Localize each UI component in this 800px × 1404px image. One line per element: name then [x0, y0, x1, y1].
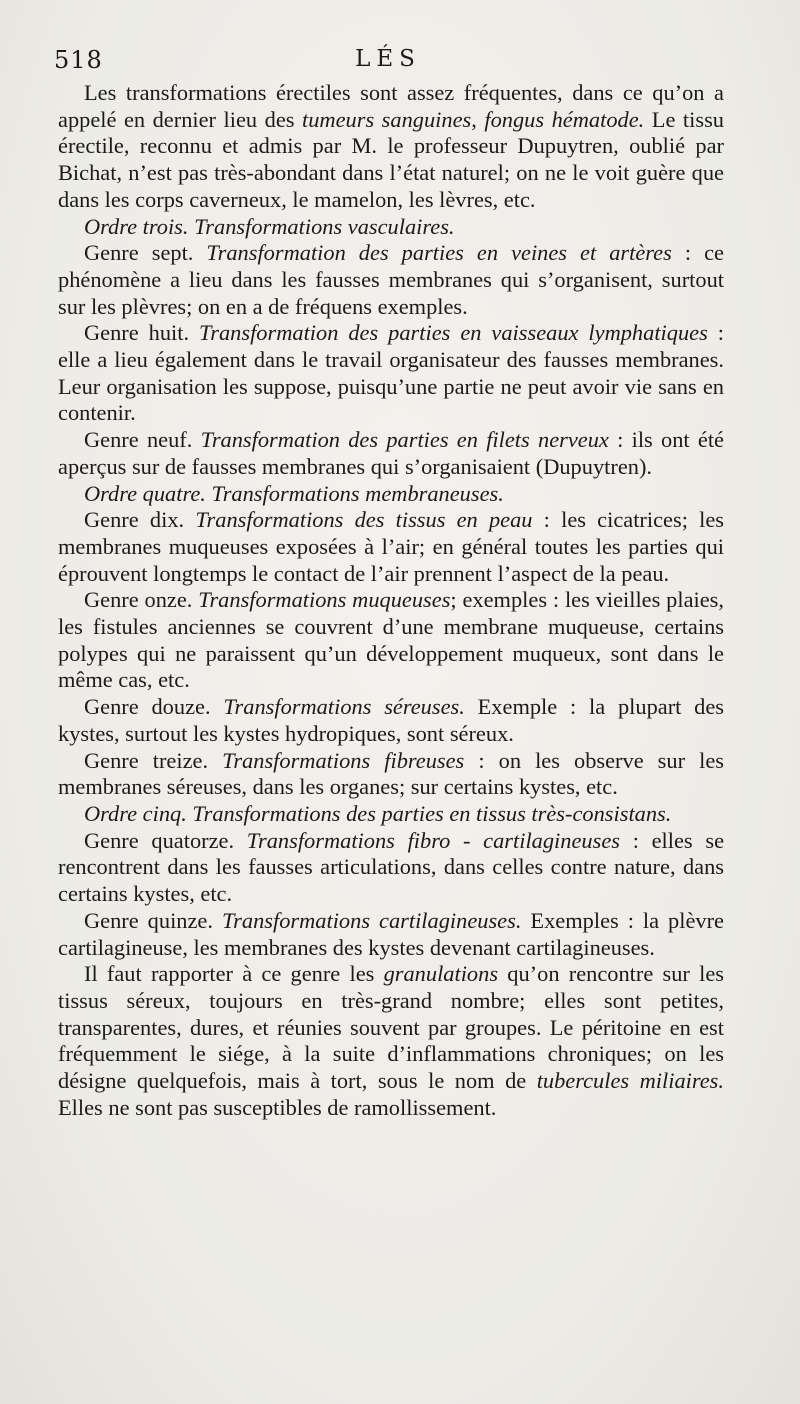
text-span: Exemples : la plèvre cartilagineuse, les membranes des kystes devenant cartilagineuses. [58, 907, 724, 960]
text-span: Genre huit. [84, 320, 200, 346]
italic-text: fongus hématode. [484, 106, 645, 132]
italic-text: Ordre trois. Transformations vasculaires. [84, 213, 455, 239]
page-header [54, 46, 722, 80]
paragraph [58, 507, 724, 587]
paragraph [58, 694, 724, 747]
italic-text: Transformations fibreuses [222, 747, 465, 773]
text-span: Elles ne sont pas susceptibles de ramollissement. [58, 1094, 497, 1120]
paragraph [58, 80, 724, 214]
italic-text: Transformations muqueuses [198, 587, 451, 613]
paragraph [58, 587, 724, 694]
italic-text: Transformations fibro - cartilagineuses [246, 827, 620, 853]
italic-text: granulations [383, 961, 499, 987]
paragraph [58, 240, 724, 320]
italic-text: Transformations cartilagineuses. [221, 907, 522, 933]
italic-text: tumeurs sanguines [302, 106, 472, 132]
paragraph [58, 828, 724, 908]
paragraph [58, 961, 724, 1121]
text-span: Le tissu érectile, reconnu et admis par M. le professeur Dupuytren, oublié par Bichat, n’est pas très-abondant dans l’état naturel; on ne le voit guère que dans les corps caverneux, le mamelon, les lèvres, etc. [58, 106, 724, 212]
text-span: : elles se rencontrent dans les fausses articulations, dans celles contre nature, dans certains kystes, etc. [58, 827, 725, 907]
italic-text: Transformation des parties en filets nerveux [200, 427, 609, 453]
text-span: Il faut rapporter à ce genre les [84, 961, 384, 987]
italic-text: Transformations séreuses. [223, 694, 465, 720]
text-span: ; exemples : les vieilles plaies, les fistules anciennes se couvrent d’une membrane muqueuse, certains polypes qui ne paraissent qu’un développement muqueux, sont dans le même cas, etc. [58, 587, 724, 693]
paragraph [58, 427, 724, 480]
italic-text: Ordre quatre. Transformations membraneuses. [84, 480, 504, 506]
body-text [58, 80, 724, 1121]
text-span: Les transformations érectiles sont assez fréquentes, dans ce qu’on a appelé en dernier lieu des [58, 80, 724, 132]
text-span: : ce phénomène a lieu dans les fausses membranes qui s’organisent, surtout sur les plèvres; on en a de fréquens exemples. [58, 240, 724, 319]
text-span: Genre quinze. [84, 907, 222, 933]
text-span: Genre douze. [84, 694, 224, 720]
page-number: 518 [54, 46, 103, 74]
text-span: Exemple : la plupart des kystes, surtout les kystes hydropiques, sont séreux. [58, 694, 725, 746]
paragraph [58, 481, 724, 508]
italic-text: tubercules miliaires. [536, 1068, 724, 1094]
paragraph [58, 214, 724, 241]
text-span: Genre dix. [84, 507, 196, 533]
text-span: , [471, 106, 485, 132]
paragraph [58, 908, 724, 961]
text-span: : ils ont été aperçus sur de fausses membranes qui s’organisaient (Dupuytren). [58, 427, 724, 479]
italic-text: Transformation des parties en veines et artères [206, 240, 672, 266]
text-span: Genre neuf. [84, 427, 201, 453]
text-span: : on les observe sur les membranes séreuses, dans les organes; sur certains kystes, etc. [58, 747, 724, 800]
text-span: : elle a lieu également dans le travail organisateur des fausses membranes. Leur organisation les suppose, puisqu’une partie ne peut avoir vie sans en contenir. [58, 320, 724, 426]
paragraph [58, 801, 724, 828]
running-head: LÉS [355, 46, 421, 72]
paragraph [58, 320, 724, 427]
text-span: Genre onze. [84, 587, 199, 613]
text-span: Genre sept. [84, 240, 207, 266]
italic-text: Transformation des parties en vaisseaux lymphatiques [199, 320, 708, 346]
italic-text: Ordre cinq. Transformations des parties en tissus très-consistans. [84, 800, 672, 826]
text-span: Genre quatorze. [84, 827, 247, 853]
italic-text: Transformations des tissus en peau [195, 507, 533, 533]
text-span: qu’on rencontre sur les tissus séreux, toujours en très-grand nombre; elles sont petites, transparentes, dures, et réunies souvent par groupes. Le péritoine en est fréquemment le siége, à la suite d’inflammations chroniques; on les désigne quelquefois, mais à tort, sous le nom de [58, 961, 724, 1094]
paragraph [58, 748, 724, 801]
text-span: : les cicatrices; les membranes muqueuses exposées à l’air; en général toutes les parties qui éprouvent longtemps le contact de l’air prennent l’aspect de la peau. [58, 507, 724, 586]
text-span: Genre treize. [84, 747, 223, 773]
